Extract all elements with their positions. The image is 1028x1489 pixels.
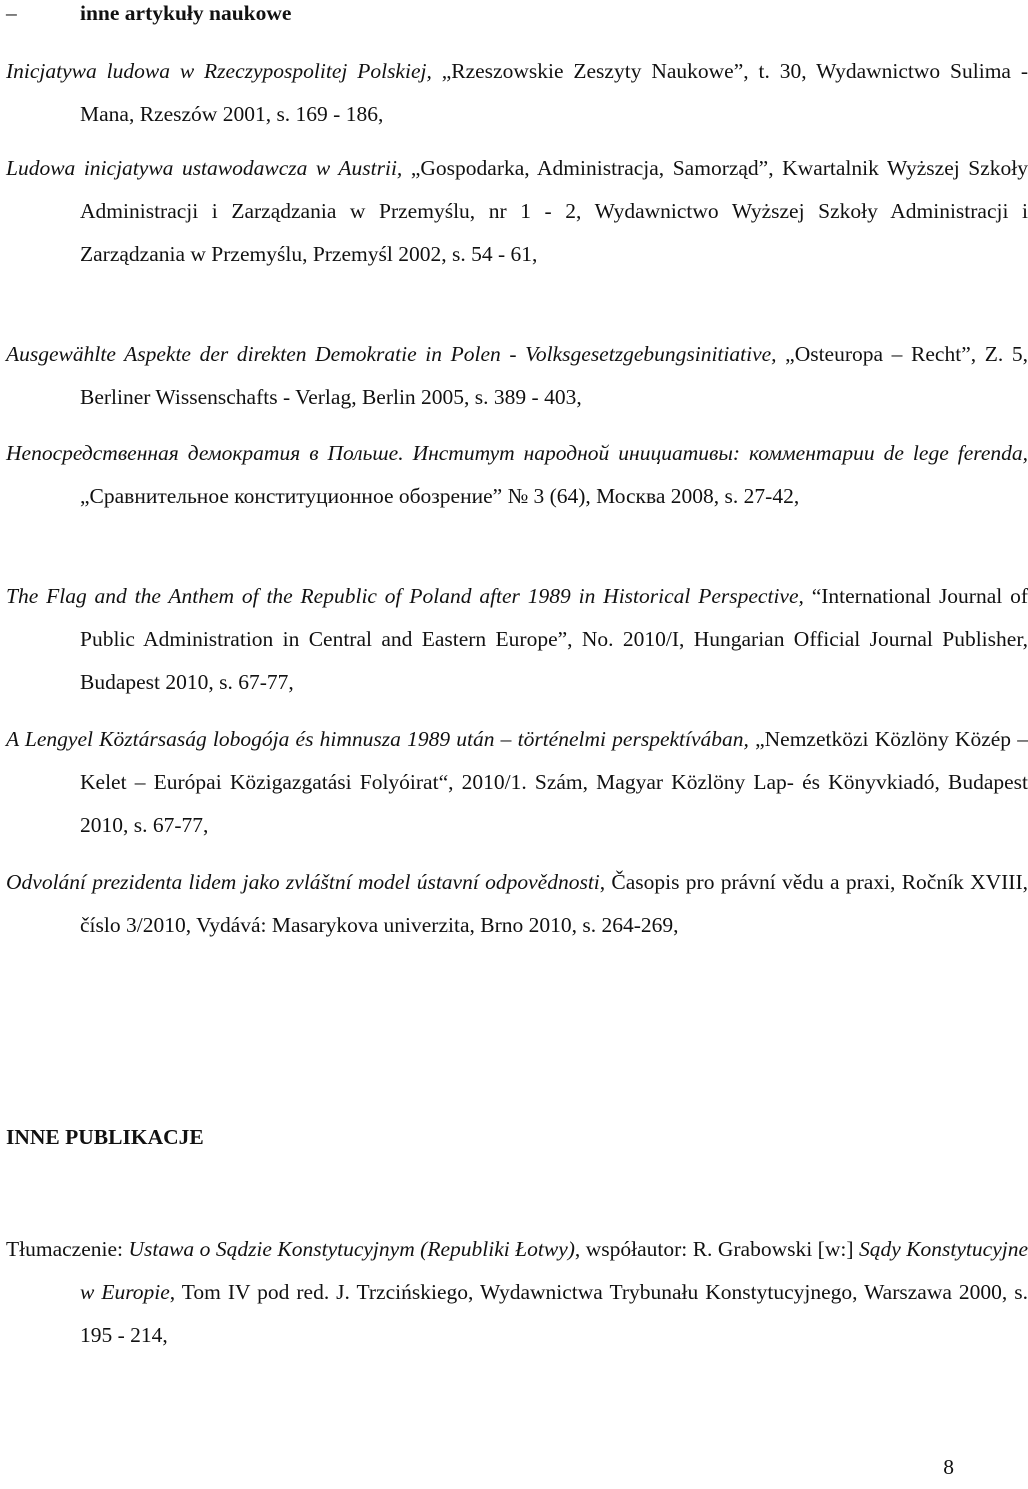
bibliography-entry <box>6 147 1028 276</box>
entry-title: Inicjatywa ludowa w Rzeczypospolitej Polskiej, <box>6 59 432 83</box>
entry-title: Ausgewählte Aspekte der direkten Demokratie in Polen - Volksgesetzgebungsinitiative, <box>6 342 777 366</box>
entry-title: Odvolání prezidenta lidem jako zvláštní model ústavní odpovědnosti <box>6 870 600 894</box>
entry-details: “International Journal of Public Administration in Central and Eastern Europe”, No. 2010/I, Hungarian Official Journal Publisher, Budapest 2010, s. 67-77, <box>80 584 1028 694</box>
publication-book-title: Sądy Konstytucyjne w Europie <box>80 1237 1028 1304</box>
entry-details: „Сравнительное конституционное обозрение” № 3 (64), Москва 2008, s. 27-42, <box>80 484 800 508</box>
entry-details: „Osteuropa – Recht”, Z. 5, Berliner Wissenschafts - Verlag, Berlin 2005, s. 389 - 403, <box>80 342 1028 409</box>
subsection-heading-label: inne artykuły naukowe <box>80 1 292 25</box>
bibliography-entry <box>6 861 1028 947</box>
entry-title: Ludowa inicjatywa ustawodawcza w Austrii, <box>6 156 403 180</box>
publication-entry <box>6 1228 1028 1357</box>
bibliography-entry <box>6 50 1028 136</box>
publication-title: Ustawa o Sądzie Konstytucyjnym (Republiki Łotwy) <box>128 1237 575 1261</box>
publication-prefix: Tłumaczenie: <box>6 1237 129 1261</box>
section-title: INNE PUBLIKACJE <box>6 1125 204 1149</box>
entry-details: „Rzeszowskie Zeszyty Naukowe”, t. 30, Wydawnictwo Sulima - Mana, Rzeszów 2001, s. 169 - 186, <box>80 59 1028 126</box>
entry-details: „Nemzetközi Közlöny Közép – Kelet – Európai Közigazgatási Folyóirat“, 2010/1. Szám, Magyar Közlöny Lap- és Könyvkiadó, Budapest 2010, s. 67-77, <box>80 727 1028 837</box>
entry-details: , Časopis pro právní vědu a praxi, Ročník XVIII, číslo 3/2010, Vydává: Masarykova univerzita, Brno 2010, s. 264-269, <box>80 870 1028 937</box>
list-dash: – <box>6 1 17 25</box>
bibliography-entry <box>6 718 1028 847</box>
entry-title: A Lengyel Köztársaság lobogója és himnusza 1989 után – történelmi perspektívában, <box>6 727 749 751</box>
entry-title: The Flag and the Anthem of the Republic of Poland after 1989 in Historical Perspective, <box>6 584 804 608</box>
bibliography-entry <box>6 333 1028 419</box>
subsection-heading <box>6 0 291 35</box>
bibliography-entry <box>6 432 1028 518</box>
entry-details: „Gospodarka, Administracja, Samorząd”, Kwartalnik Wyższej Szkoły Administracji i Zarządzania w Przemyślu, nr 1 - 2, Wydawnictwo Wyższej Szkoły Administracji i Zarządzania w Przemyślu, Przemyśl 2002, s. 54 - 61, <box>80 156 1028 266</box>
publication-details: , Tom IV pod red. J. Trzcińskiego, Wydawnictwa Trybunału Konstytucyjnego, Warszawa 2000, s. 195 - 214, <box>80 1280 1028 1347</box>
publication-coauthor: , współautor: R. Grabowski [w:] <box>574 1237 859 1261</box>
page-number: 8 <box>943 1455 954 1479</box>
bibliography-entry <box>6 575 1028 704</box>
entry-title: Непосредственная демократия в Польше. Институт народной инициативы: комментарии de lege ferenda, <box>6 441 1028 465</box>
